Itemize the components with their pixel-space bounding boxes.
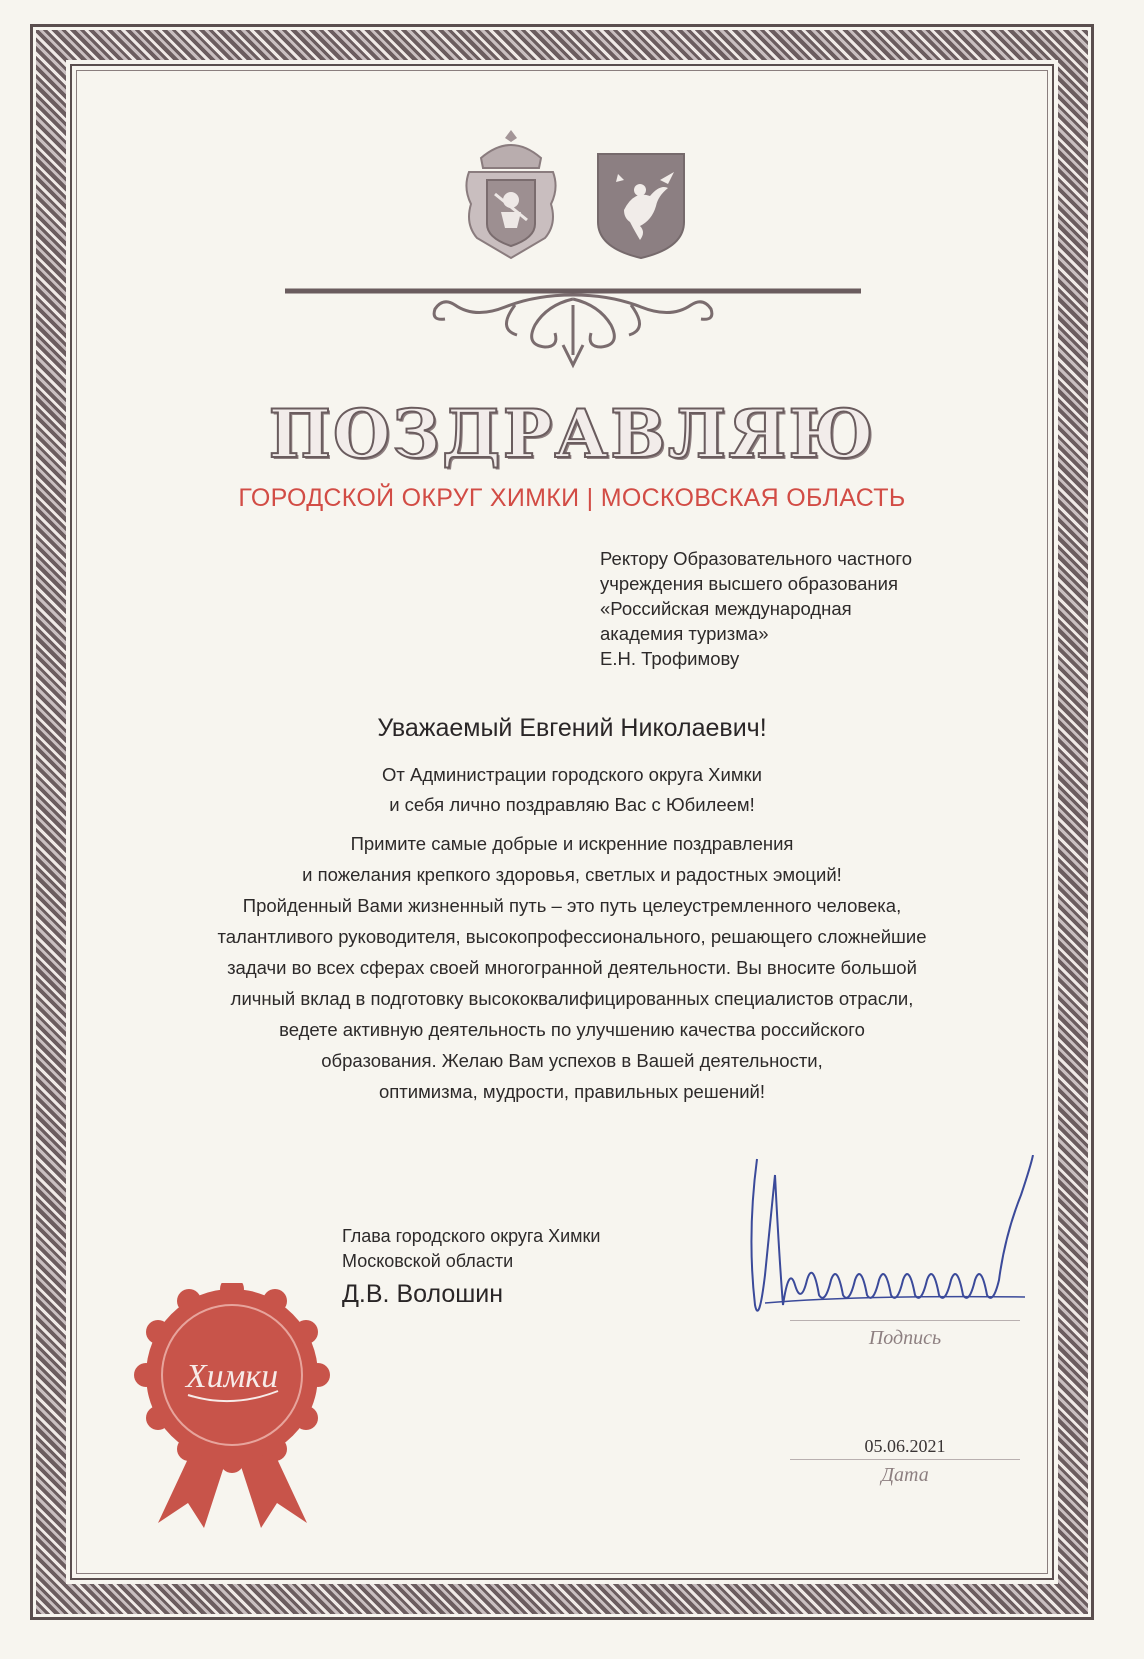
body-line: и пожелания крепкого здоровья, светлых и радостных эмоций!: [302, 864, 842, 885]
date-line: [790, 1459, 1020, 1460]
certificate-subtitle: ГОРОДСКОЙ ОКРУГ ХИМКИ | МОСКОВСКАЯ ОБЛАСТЬ: [238, 484, 906, 512]
body-paragraph: [0, 828, 1144, 1107]
seal-text: Химки: [185, 1358, 279, 1395]
moscow-oblast-coat-of-arms-icon: [461, 128, 561, 262]
intro-paragraph: [0, 760, 1144, 820]
ornament-divider: [285, 285, 861, 375]
date-value: 05.06.2021: [864, 1436, 946, 1456]
greeting: Уважаемый Евгений Николаевич!: [377, 714, 767, 742]
signer-position-line: Московской области: [342, 1251, 514, 1271]
addressee-line: учреждения высшего образования: [600, 573, 898, 594]
signature-line: [790, 1320, 1020, 1321]
signer-position-line: Глава городского округа Химки: [342, 1226, 601, 1246]
body-line: образования. Желаю Вам успехов в Вашей деятельности,: [321, 1050, 823, 1071]
signer-name: Д.В. Волошин: [342, 1280, 504, 1308]
addressee-line: академия туризма»: [600, 623, 769, 644]
body-line: Примите самые добрые и искренние поздравления: [350, 833, 794, 854]
addressee-block: [600, 546, 1030, 671]
signature-label: Подпись: [868, 1327, 942, 1349]
signer-position: [342, 1224, 600, 1274]
handwritten-signature: [735, 1155, 1065, 1330]
intro-line: и себя лично поздравляю Вас с Юбилеем!: [389, 794, 755, 815]
body-line: задачи во всех сферах своей многогранной деятельности. Вы вносите большой: [227, 957, 917, 978]
addressee-line: Ректору Образовательного частного: [600, 548, 912, 569]
body-line: оптимизма, мудрости, правильных решений!: [378, 1081, 766, 1102]
date-label: Дата: [881, 1464, 929, 1486]
certificate-title: ПОЗДРАВЛЯЮ: [268, 395, 876, 473]
body-line: Пройденный Вами жизненный путь – это путь целеустремленного человека,: [242, 895, 902, 916]
khimki-seal: [130, 1283, 335, 1528]
body-line: талантливого руководителя, высокопрофессионального, решающего сложнейшие: [217, 926, 927, 947]
body-line: личный вклад в подготовку высококвалифицированных специалистов отрасли,: [230, 988, 914, 1009]
body-line: ведете активную деятельность по улучшению качества российского: [279, 1019, 865, 1040]
khimki-coat-of-arms-icon: [594, 150, 688, 260]
addressee-line: «Российская международная: [600, 598, 852, 619]
addressee-line: Е.Н. Трофимову: [600, 648, 740, 669]
intro-line: От Администрации городского округа Химки: [382, 764, 762, 785]
